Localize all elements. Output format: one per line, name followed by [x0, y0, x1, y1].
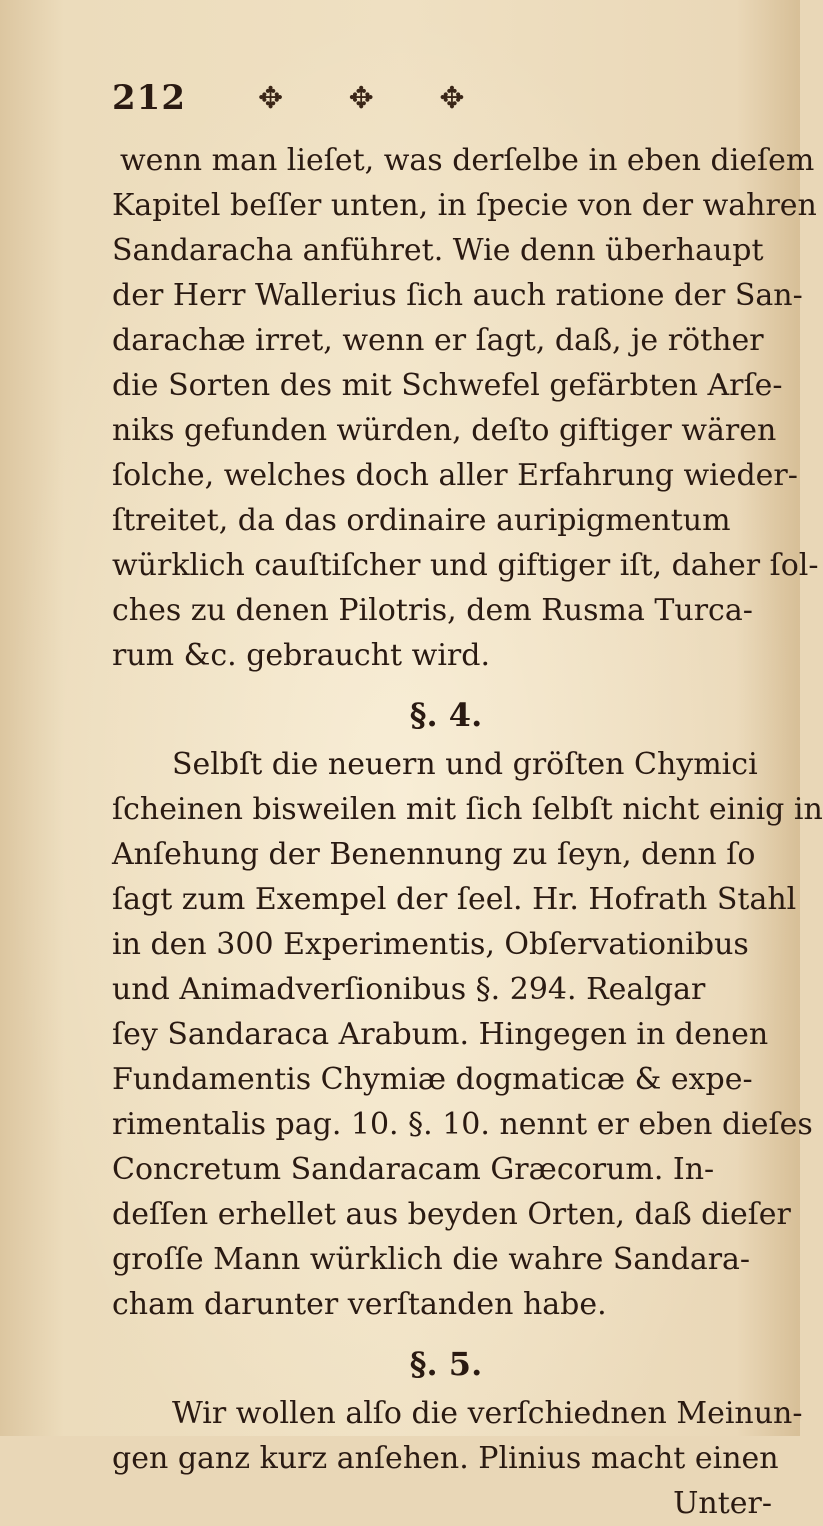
text-line: würklich cauſtiſcher und giftiger iſt, daher ſol- [112, 548, 819, 583]
text-line: rum &c. gebraucht wird. [112, 638, 491, 673]
text-line: Anſehung der Benennung zu ſeyn, denn ſo [112, 837, 756, 872]
text-line: ches zu denen Pilotris, dem Rusma Turca- [112, 593, 753, 628]
text-line: ſey Sandaraca Arabum. Hingegen in denen [112, 1017, 769, 1052]
text-line: groſſe Mann würklich die wahre Sandara- [112, 1242, 751, 1277]
text-line: Fundamentis Chymiæ dogmaticæ & expe- [112, 1062, 753, 1097]
text-line: die Sorten des mit Schwefel gefärbten Arſe- [112, 368, 783, 403]
page-number: 212 [112, 78, 186, 118]
text-line: in den 300 Experimentis, Obſervationibus [112, 927, 749, 962]
text-line: ſtreitet, da das ordinaire auripigmentum [112, 503, 731, 538]
text-line: Concretum Sandaracam Græcorum. In- [112, 1152, 715, 1187]
text-line: der Herr Wallerius ſich auch ratione der San- [112, 278, 803, 313]
text-line: gen ganz kurz anſehen. Plinius macht einen [112, 1441, 779, 1476]
text-line: rimentalis pag. 10. §. 10. nennt er eben dieſes [112, 1107, 813, 1142]
paragraph-continuation [112, 138, 819, 678]
text-line: darachæ irret, wenn er ſagt, daß, je röther [112, 323, 764, 358]
section-4-body [112, 742, 823, 1327]
section-heading-5: §. 5. [409, 1345, 483, 1383]
section-5-body [112, 1391, 803, 1481]
text-line: ſcheinen bisweilen mit ſich ſelbſt nicht einig in [112, 792, 823, 827]
text-line: deſſen erhellet aus beyden Orten, daß dieſer [112, 1197, 791, 1232]
text-line: und Animadverſionibus §. 294. Realgar [112, 972, 706, 1007]
text-line: Kapitel beſſer unten, in ſpecie von der wahren [112, 188, 817, 223]
text-line: wenn man lieſet, was derſelbe in eben dieſem [120, 143, 815, 178]
catchword: Unter- [673, 1486, 772, 1521]
text-line: cham darunter verſtanden habe. [112, 1287, 607, 1322]
text-line: Wir wollen alſo die verſchiednen Meinun- [172, 1396, 803, 1431]
header-ornament: ✥ ✥ ✥ [257, 80, 493, 116]
page-header [112, 68, 740, 128]
text-line: Selbſt die neuern und gröſten Chymici [172, 747, 758, 782]
text-line: ſagt zum Exempel der ſeel. Hr. Hofrath Stahl [112, 882, 797, 917]
section-heading-4: §. 4. [409, 696, 483, 734]
text-block [112, 138, 823, 1526]
text-line: niks gefunden würden, deſto giftiger wären [112, 413, 777, 448]
text-line: Sandaracha anführet. Wie denn überhaupt [112, 233, 764, 268]
text-line: ſolche, welches doch aller Erfahrung wieder- [112, 458, 798, 493]
